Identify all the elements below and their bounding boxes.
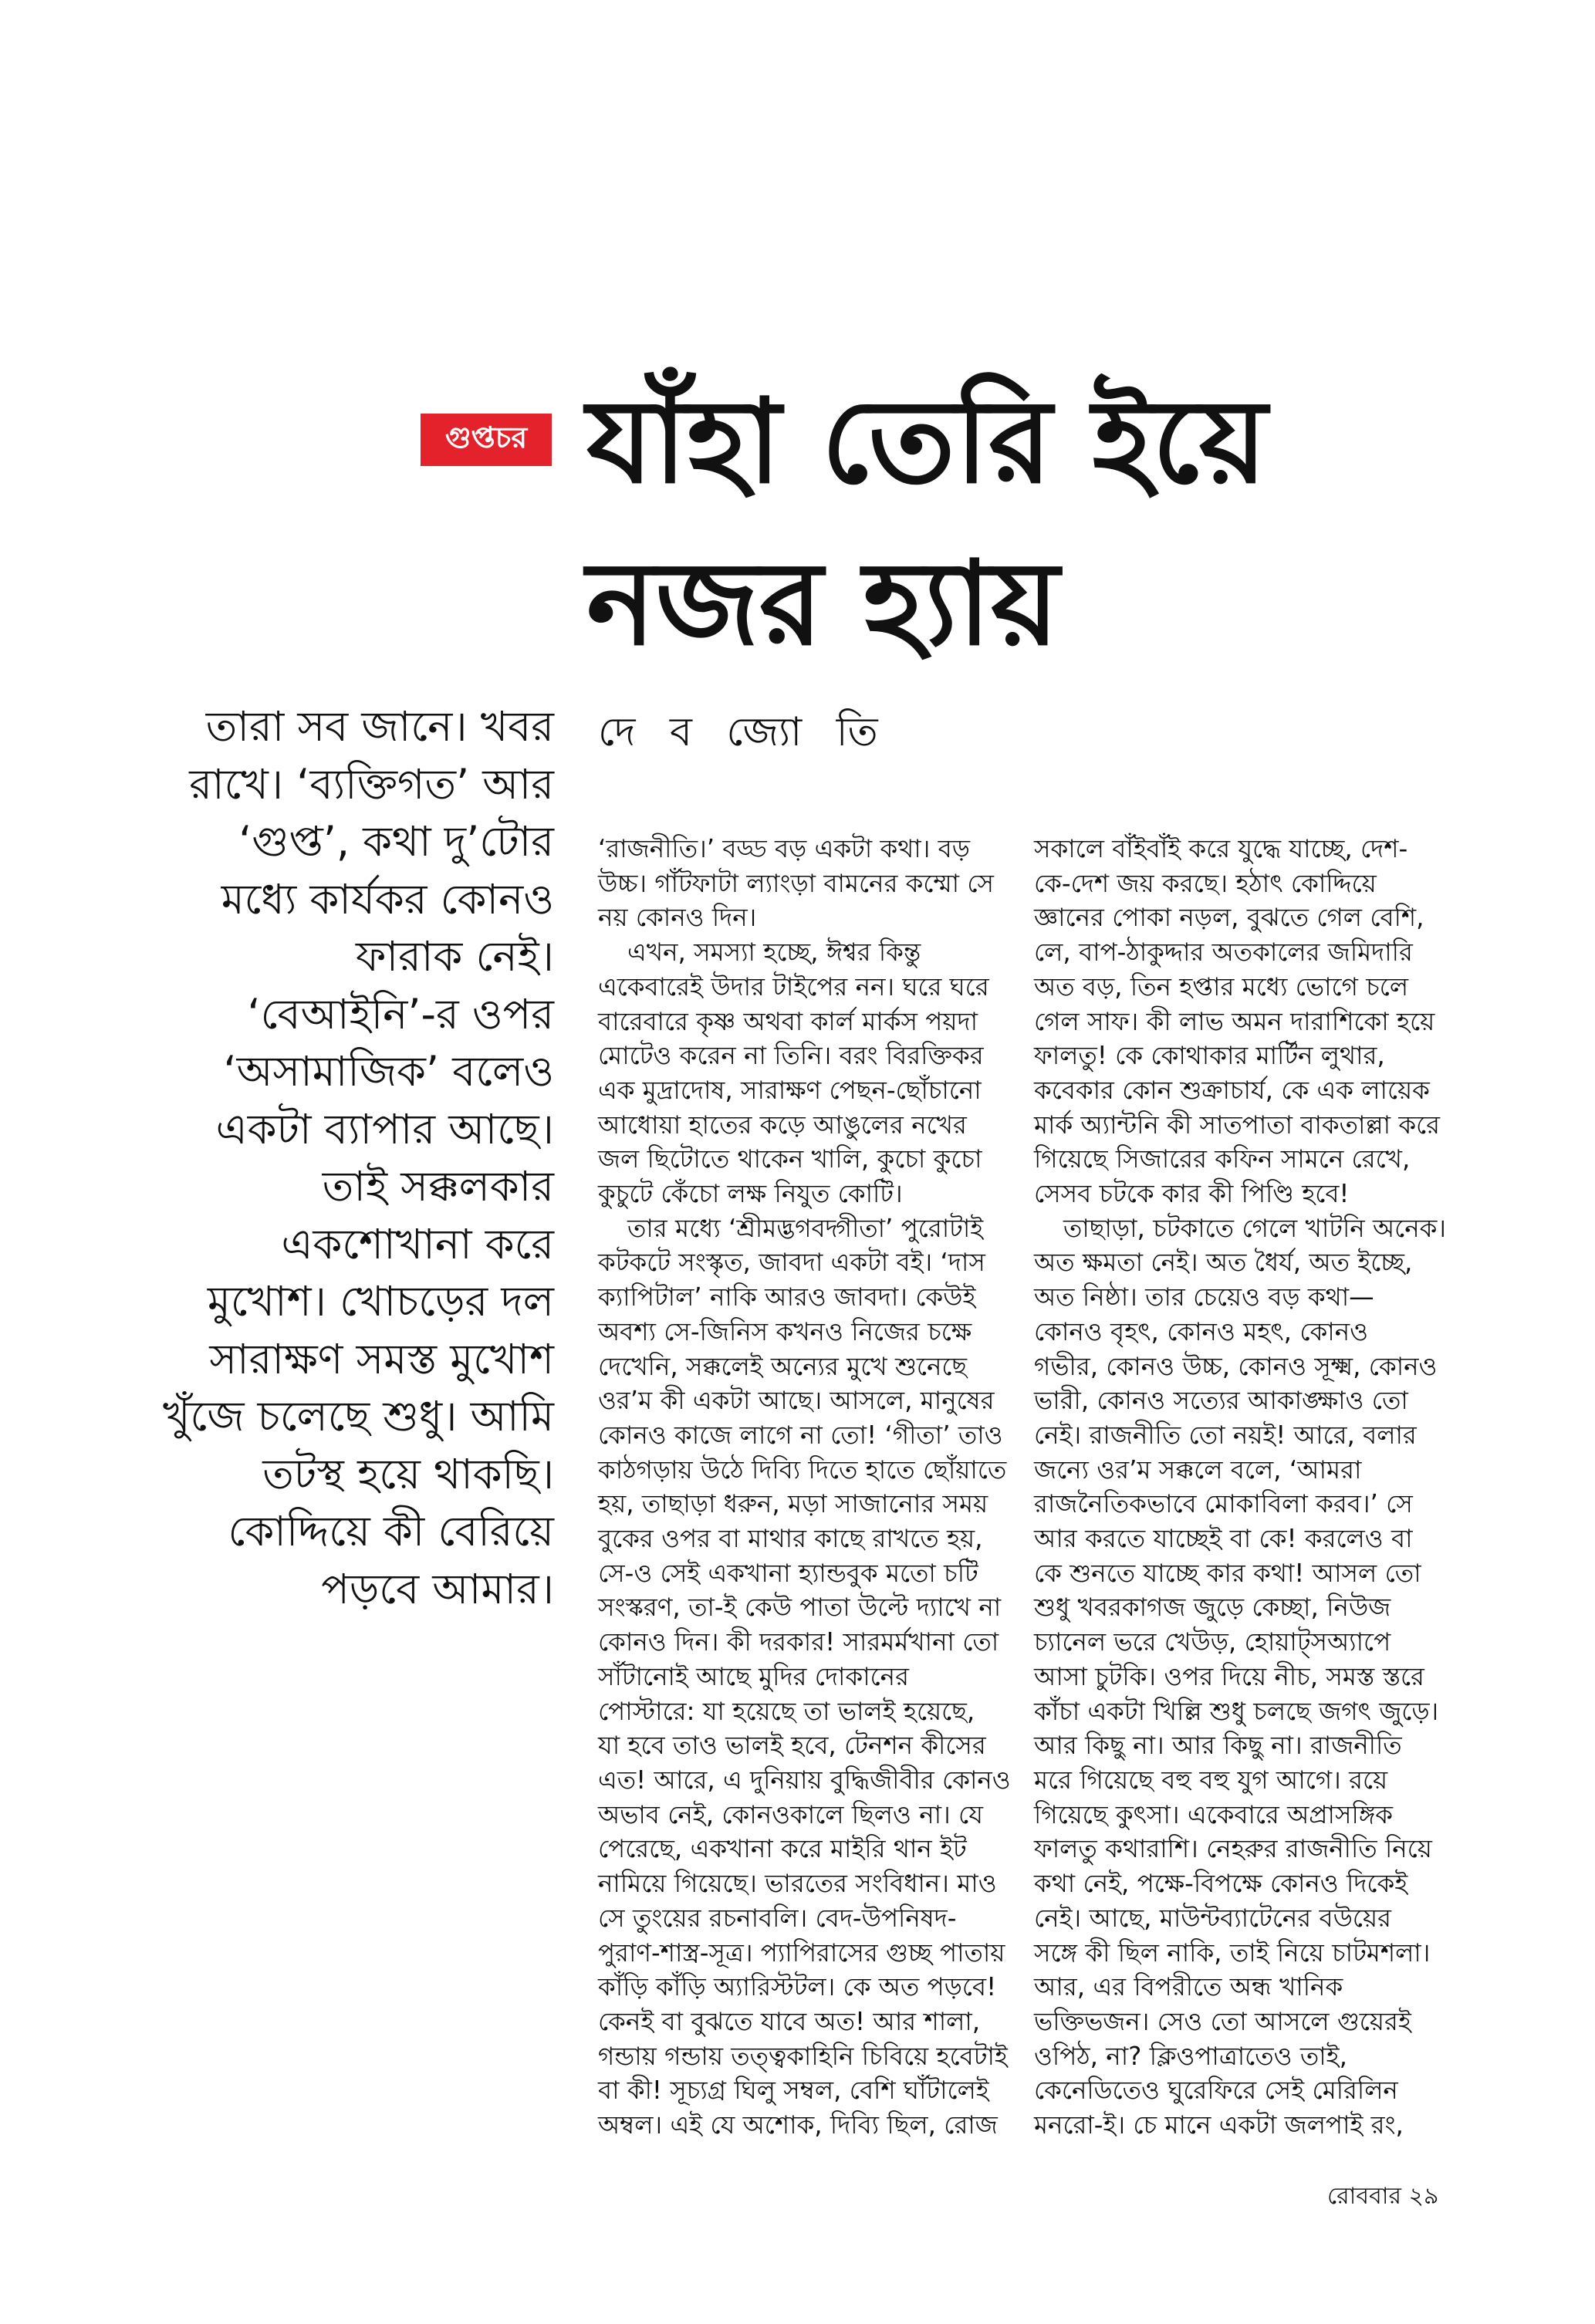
text-line: ফালতু! কে কোথাকার মার্টিন লুথার, — [1034, 1041, 1385, 1071]
text-line: আর কিছু না। আর কিছু না। রাজনীতি — [1034, 1731, 1402, 1761]
text-line: বা কী! সূচ্যগ্র ঘিলু সম্বল, বেশি ঘাঁটালেই — [598, 2076, 989, 2106]
text-line: ওপিঠ, না? ক্লিওপাত্রাতেও তাই, — [1034, 2041, 1347, 2071]
pull-quote-line: পড়বে আমার। — [321, 1564, 554, 1613]
headline — [586, 361, 1551, 685]
text-line: সেসব চটকে কার কী পিণ্ডি হবে! — [1034, 1179, 1350, 1209]
text-line: পোস্টারে: যা হয়েছে তা ভালই হয়েছে, — [598, 1696, 975, 1726]
text-line: কে-দেশ জয় করছে। হঠাৎ কোদ্দিয়ে — [1034, 868, 1377, 898]
text-line: জন্যে ওর’ম সক্কলে বলে, ‘আমরা — [1034, 1454, 1362, 1485]
text-line: আসা চুটকি। ওপর দিয়ে নীচ, সমস্ত স্তরে — [1034, 1661, 1424, 1691]
text-line: গিয়েছে কুৎসা। একেবারে অপ্রাসঙ্গিক — [1034, 1799, 1394, 1829]
text-line: সংস্করণ, তা-ই কেউ পাতা উল্টে দ্যাখে না — [598, 1593, 1002, 1623]
text-line: মোটেও করেন না তিনি। বরং বিরক্তিকর — [598, 1041, 984, 1071]
pull-quote-line: একশোখানা করে — [281, 1219, 554, 1268]
text-line: একেবারেই উদার টাইপের নন। ঘরে ঘরে — [598, 971, 989, 1002]
text-line: লে, বাপ-ঠাকুদ্দার অতকালের জমিদারি — [1034, 937, 1413, 968]
pull-quote-line: ‘গুপ্ত’, কথা দু’টোর — [238, 817, 554, 866]
text-line: অত নিষ্ঠা। তার চেয়েও বড় কথা— — [1034, 1282, 1374, 1312]
text-line: কোনও বৃহৎ, কোনও মহৎ, কোনও — [1034, 1316, 1369, 1346]
text-line: গিয়েছে সিজারের কফিন সামনে রেখে, — [1034, 1144, 1411, 1174]
text-line: আধোয়া হাতের কড়ে আঙুলের নখের — [598, 1110, 967, 1140]
text-line: ভারী, কোনও সত্যের আকাঙ্ক্ষাও তো — [1034, 1386, 1408, 1416]
article-column-2 — [1034, 832, 1446, 2143]
text-line: কটকটে সংস্কৃত, জাবদা একটা বই। ‘দাস — [598, 1248, 985, 1278]
pull-quote-line: তাই সক্কলকার — [322, 1162, 554, 1211]
text-line: ভক্তিভজন। সেও তো আসলে গুয়েরই — [1034, 2006, 1411, 2036]
text-line: কাঁড়ি কাঁড়ি অ্যারিস্টটল। কে অত পড়বে! — [598, 1972, 997, 2002]
text-line: কথা নেই, পক্ষে-বিপক্ষে কোনও দিকেই — [1034, 1869, 1408, 1899]
text-line: হয়, তাছাড়া ধরুন, মড়া সাজানোর সময় — [598, 1489, 988, 1519]
text-line: সে তুংয়ের রচনাবলি। বেদ-উপনিষদ- — [598, 1903, 957, 1933]
page-folio: রোববার ২৯ — [1327, 2183, 1439, 2210]
text-line: নয় কোনও দিন। — [598, 903, 757, 933]
text-line: অম্বল। এই যে অশোক, দিব্যি ছিল, রোজ — [598, 2110, 998, 2140]
text-line: কাঁচা একটা খিল্লি শুধু চলছে জগৎ জুড়ে। — [1034, 1696, 1439, 1726]
text-line: এখন, সমস্যা হচ্ছে, ঈশ্বর কিন্তু — [627, 937, 921, 968]
text-line: সে-ও সেই একখানা হ্যান্ডবুক মতো চটি — [598, 1558, 978, 1588]
text-line: মার্ক অ্যান্টনি কী সাতপাতা বাকতাল্লা করে — [1034, 1110, 1441, 1140]
text-line: উচ্চ। গাঁটফাটা ল্যাংড়া বামনের কম্মো সে — [598, 868, 994, 898]
text-line: কোনও কাজে লাগে না তো! ‘গীতা’ তাও — [598, 1420, 1003, 1450]
text-line: আর, এর বিপরীতে অন্ধ খানিক — [1034, 1972, 1343, 2002]
text-line: এক মুদ্রাদোষ, সারাক্ষণ পেছন-ছোঁচানো — [598, 1075, 982, 1105]
pull-quote-line: মুখোশ। খোচড়ের দল — [207, 1277, 554, 1326]
text-line: নামিয়ে গিয়েছে। ভারতের সংবিধান। মাও — [598, 1869, 997, 1899]
text-line: এত! আরে, এ দুনিয়ায় বুদ্ধিজীবীর কোনও — [598, 1765, 1011, 1795]
text-line: বারেবারে কৃষ্ণ অথবা কার্ল মার্কস পয়দা — [598, 1006, 978, 1036]
pull-quote-line: সারাক্ষণ সমস্ত মুখোশ — [209, 1334, 554, 1383]
text-line: অত বড়, তিন হপ্তার মধ্যে ভোগে চলে — [1034, 971, 1409, 1002]
section-tag: গুপ্তচর — [421, 414, 552, 466]
text-line: তার মধ্যে ‘শ্রীমদ্ভগবদ্গীতা’ পুরোটাই — [627, 1213, 984, 1243]
pull-quote-line: ফারাক নেই। — [356, 932, 554, 981]
pull-quote-line: কোদ্দিয়ে কী বেরিয়ে — [228, 1507, 554, 1556]
text-line: পুরাণ-শাস্ত্র-সূত্র। প্যাপিরাসের গুচ্ছ পাতায় — [598, 1937, 1005, 1968]
text-line: দেখেনি, সক্কলেই অন্যের মুখে শুনেছে — [598, 1351, 968, 1381]
byline: দে ব জ্যো তি — [598, 709, 889, 755]
pull-quote-line: ‘বেআইনি’-র ওপর — [247, 989, 554, 1039]
text-line: শুধু খবরকাগজ জুড়ে কেচ্ছা, নিউজ — [1034, 1593, 1391, 1623]
text-line: অত ক্ষমতা নেই। অত ধৈর্য, অত ইচ্ছে, — [1034, 1248, 1413, 1278]
text-line: বুকের ওপর বা মাথার কাছে রাখতে হয়, — [598, 1524, 983, 1554]
text-line: ওর’ম কী একটা আছে। আসলে, মানুষের — [598, 1386, 995, 1416]
pull-quote-line: খুঁজে চলেছে শুধু। আমি — [163, 1392, 554, 1441]
article-column-1 — [598, 832, 1011, 2143]
text-line: রাজনৈতিকভাবে মোকাবিলা করব।’ সে — [1034, 1489, 1413, 1519]
text-line: যা হবে তাও ভালই হবে, টেনশন কীসের — [598, 1731, 986, 1761]
text-line: নেই। রাজনীতি তো নয়ই! আরে, বলার — [1034, 1420, 1417, 1450]
text-line: সঙ্গে কী ছিল নাকি, তাই নিয়ে চাটমশলা। — [1034, 1937, 1431, 1968]
text-line: গভীর, কোনও উচ্চ, কোনও সূক্ষ্ম, কোনও — [1034, 1351, 1438, 1381]
text-line: কে শুনতে যাচ্ছে কার কথা! আসল তো — [1034, 1558, 1421, 1588]
pull-quote-line: ‘অসামাজিক’ বলেও — [223, 1047, 554, 1096]
text-line: আর করতে যাচ্ছেই বা কে! করলেও বা — [1034, 1524, 1413, 1554]
headline-line: নজর হ্যায় — [586, 537, 1059, 671]
pull-quote-line: মধ্যে কার্যকর কোনও — [221, 874, 554, 924]
text-line: গন্ডায় গন্ডায় তত্ত্বকাহিনি চিবিয়ে হবেটাই — [598, 2041, 1008, 2071]
headline-line: যাঁহা তেরি ইয়ে — [586, 375, 1268, 509]
text-line: মনরো-ই। চে মানে একটা জলপাই রং, — [1034, 2110, 1404, 2140]
text-line: চ্যানেল ভরে খেউড়, হোয়াট্সঅ্যাপে — [1034, 1627, 1391, 1657]
pull-quote — [116, 698, 554, 1618]
text-line: ফালতু কথারাশি। নেহরুর রাজনীতি নিয়ে — [1034, 1834, 1432, 1864]
text-line: সাঁটানোই আছে মুদির দোকানের — [598, 1661, 909, 1691]
text-line: নেই। আছে, মাউন্টব্যাটেনের বউয়ের — [1034, 1903, 1391, 1933]
text-line: কোনও দিন। কী দরকার! সারমর্মখানা তো — [598, 1627, 999, 1657]
text-line: কেনই বা বুঝতে যাবে অত! আর শালা, — [598, 2006, 981, 2036]
text-line: কেনেডিতেও ঘুরেফিরে সেই মেরিলিন — [1034, 2076, 1398, 2106]
text-line: গেল সাফ। কী লাভ অমন দারাশিকো হয়ে — [1034, 1006, 1435, 1036]
text-line: অবশ্য সে-জিনিস কখনও নিজের চক্ষে — [598, 1316, 972, 1346]
pull-quote-line: তারা সব জানে। খবর — [205, 702, 554, 751]
text-line: সকালে বাঁইবাঁই করে যুদ্ধে যাচ্ছে, দেশ- — [1034, 834, 1408, 863]
text-line: জল ছিটোতে থাকেন খালি, কুচো কুচো — [598, 1144, 982, 1174]
pull-quote-line: তটস্থ হয়ে থাকছি। — [262, 1449, 554, 1498]
text-line: তাছাড়া, চটকাতে গেলে খাটনি অনেক। — [1063, 1213, 1446, 1243]
text-line: পেরেছে, একখানা করে মাইরি থান ইট — [598, 1834, 967, 1864]
text-line: জ্ঞানের পোকা নড়ল, বুঝতে গেল বেশি, — [1034, 903, 1424, 933]
text-line: ক্যাপিটাল’ নাকি আরও জাবদা। কেউই — [598, 1282, 976, 1312]
text-line: মরে গিয়েছে বহু বহু যুগ আগে। রয়ে — [1034, 1765, 1388, 1795]
pull-quote-line: একটা ব্যাপার আছে। — [215, 1104, 554, 1154]
text-line: অভাব নেই, কোনওকালে ছিলও না। যে — [598, 1799, 983, 1829]
text-line: কাঠগড়ায় উঠে দিব্যি দিতে হাতে ছোঁয়াতে — [598, 1454, 1007, 1485]
text-line: কবেকার কোন শুক্রাচার্য, কে এক লায়েক — [1034, 1075, 1430, 1105]
pull-quote-line: রাখে। ‘ব্যক্তিগত’ আর — [189, 759, 554, 809]
text-line: ‘রাজনীতি।’ বড্ড বড় একটা কথা। বড় — [598, 834, 970, 863]
text-line: কুচুটে কেঁচো লক্ষ নিযুত কোটি। — [598, 1179, 903, 1209]
